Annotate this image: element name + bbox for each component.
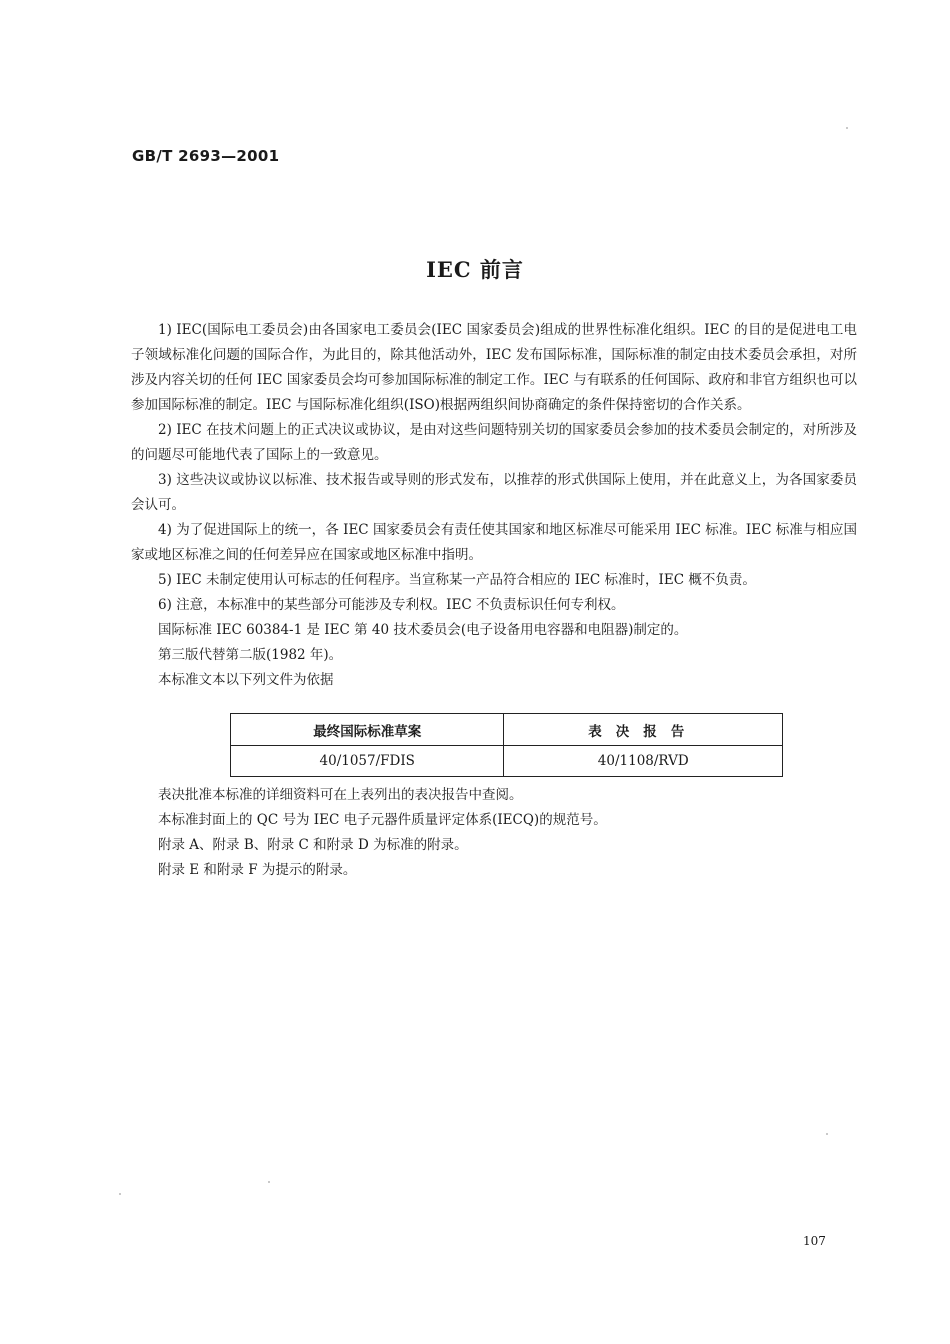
scan-speck (268, 1181, 270, 1183)
basis-table (230, 713, 783, 777)
table-cell-rvd: 40/1108/RVD (504, 746, 783, 777)
paragraph-origin: 国际标准 IEC 60384-1 是 IEC 第 40 技术委员会(电子设备用电容器和电阻器)制定的。 (158, 622, 688, 638)
voting-note: 表决批准本标准的详细资料可在上表列出的表决报告中查阅。 (158, 787, 523, 803)
page-title: IEC 前言 (426, 257, 524, 282)
standard-code: GB/T 2693—2001 (132, 147, 280, 165)
scan-speck (119, 1193, 121, 1195)
informative-annex-note: 附录 E 和附录 F 为提示的附录。 (158, 862, 357, 878)
table-cell-fdis: 40/1057/FDIS (231, 746, 504, 777)
page-number: 107 (803, 1234, 826, 1248)
qc-note: 本标准封面上的 QC 号为 IEC 电子元器件质量评定体系(IECQ)的规范号。 (158, 812, 607, 828)
paragraph-3: 3) 这些决议或协议以标准、技术报告或导则的形式发布，以推荐的形式供国际上使用，并在此意义上，为各国家委员会认可。 (131, 472, 857, 513)
paragraph-basis: 本标准文本以下列文件为依据 (158, 672, 334, 688)
table-header-fdis: 最终国际标准草案 (231, 714, 504, 746)
paragraph-5: 5) IEC 未制定使用认可标志的任何程序。当宣称某一产品符合相应的 IEC 标准时，IEC 概不负责。 (158, 572, 756, 588)
normative-annex-note: 附录 A、附录 B、附录 C 和附录 D 为标准的附录。 (158, 837, 468, 853)
after-table-text (131, 783, 857, 883)
scan-speck (826, 1133, 828, 1135)
paragraph-1: 1) IEC(国际电工委员会)由各国家电工委员会(IEC 国家委员会)组成的世界性标准化组织。IEC 的目的是促进电工电子领域标准化问题的国际合作，为此目的，除其他活动外，IEC 发布国际标准，国际标准的制定由技术委员会承担，对所涉及内容关切的任何 IEC 国家委员会均可参加国际标准的制定工作。IEC 与有联系的任何国际、政府和非官方组织也可以参加国际标准的制定。IEC 与国际标准化组织(ISO)根据两组织间协商确定的条件保持密切的合作关系。 (131, 322, 857, 413)
table-row (231, 746, 783, 777)
table-header-row (231, 714, 783, 746)
table-header-rvd: 表决报告 (504, 714, 783, 746)
paragraph-6: 6) 注意，本标准中的某些部分可能涉及专利权。IEC 不负责标识任何专利权。 (158, 597, 625, 613)
paragraph-4: 4) 为了促进国际上的统一，各 IEC 国家委员会有责任使其国家和地区标准尽可能采用 IEC 标准。IEC 标准与相应国家或地区标准之间的任何差异应在国家或地区标准中指明。 (131, 522, 857, 563)
body-text (131, 318, 857, 693)
paragraph-edition: 第三版代替第二版(1982 年)。 (158, 647, 343, 663)
basis-table-wrapper (230, 713, 783, 777)
paragraph-2: 2) IEC 在技术问题上的正式决议或协议，是由对这些问题特别关切的国家委员会参加的技术委员会制定的，对所涉及的问题尽可能地代表了国际上的一致意见。 (131, 422, 857, 463)
scan-speck (846, 127, 848, 129)
